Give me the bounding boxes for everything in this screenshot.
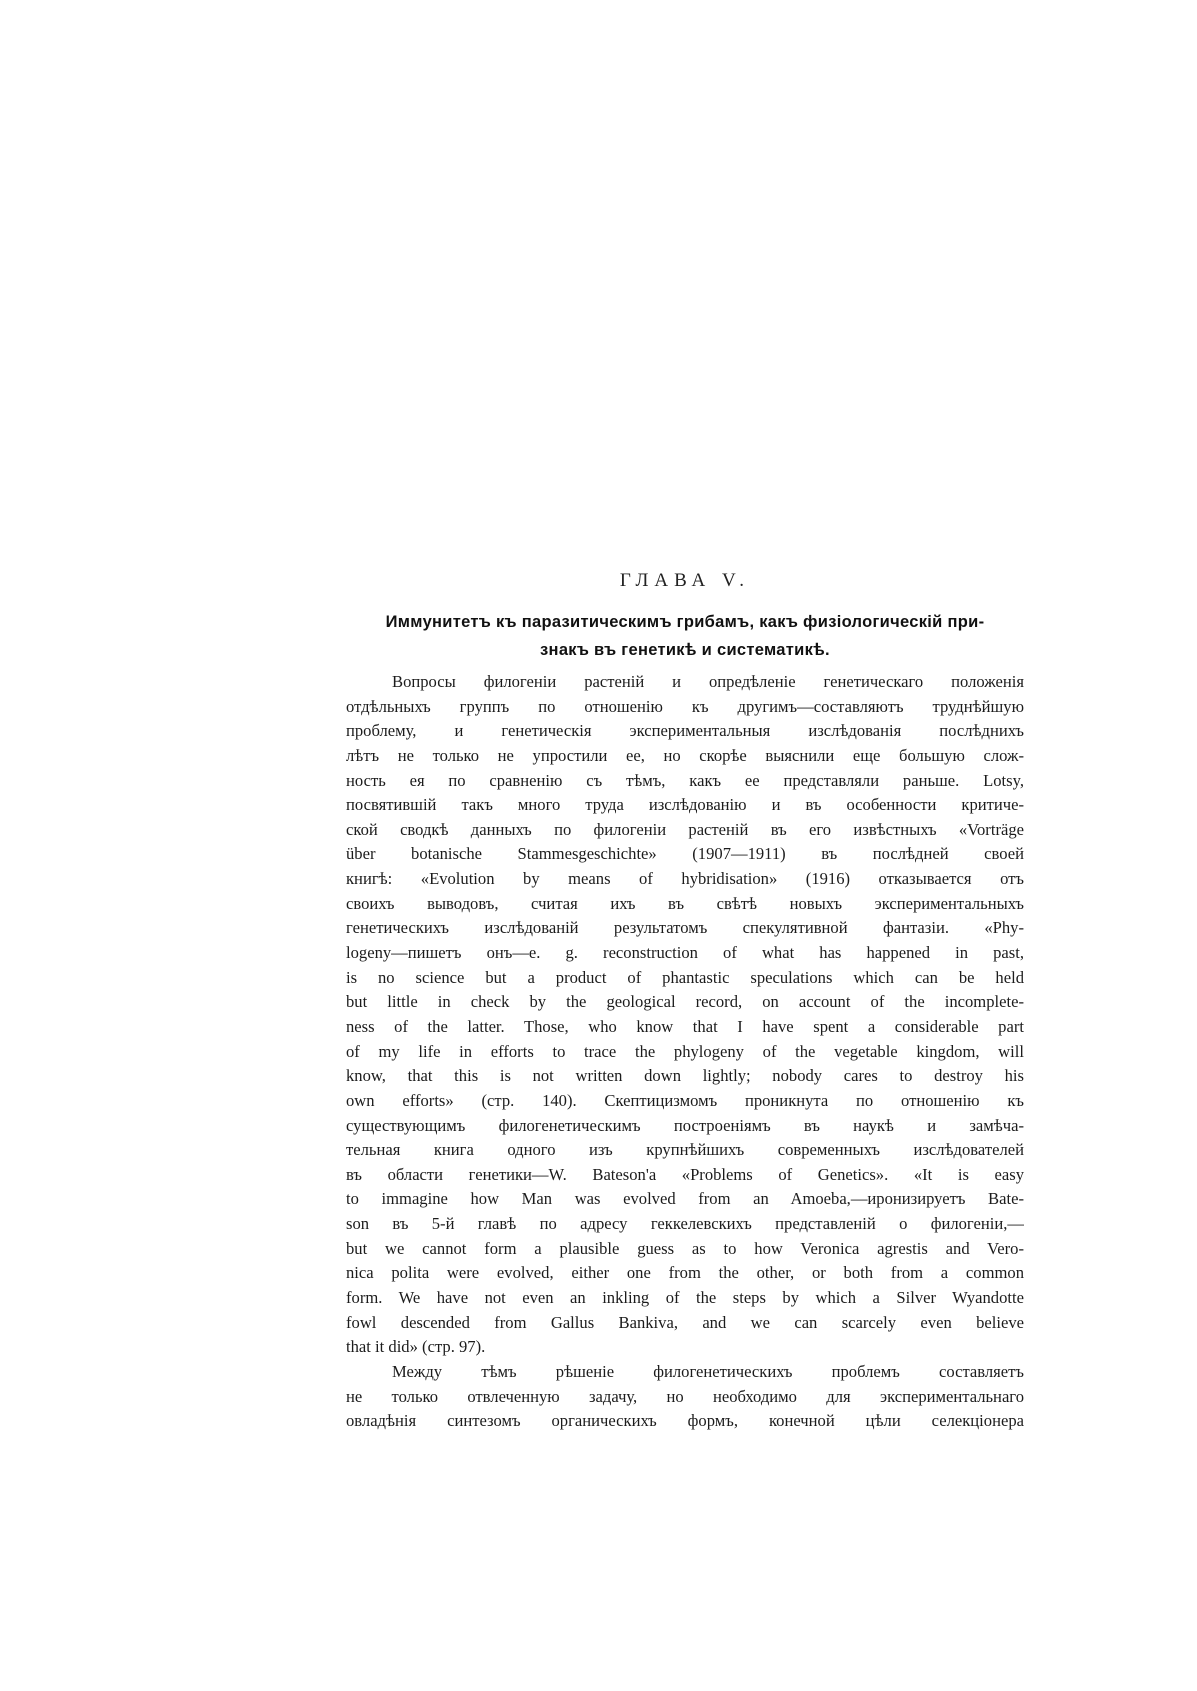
chapter-title-line: знакъ въ генетикѣ и систематикѣ. [540,641,830,659]
text-line: Между тѣмъ рѣшенiе филогенетическихъ проблемъ составляетъ [392,1361,1024,1381]
text-line: посвятившiй такъ много труда изслѣдованiю и въ особенности критиче- [346,795,1024,815]
text-line: fowl descended from Gallus Bankiva, and we can scarcely even believe [346,1312,1024,1332]
text-line: son въ 5-й главѣ по адресу геккелевскихъ представленiй о филогенiи,— [346,1214,1024,1234]
chapter-title [346,608,1024,664]
text-line: Вопросы филогенiи растенiй и опредѣленiе генетическаго положенiя [392,672,1024,691]
text-line: know, that this is not written down lightly; nobody cares to destroy his [346,1066,1024,1086]
text-line: своихъ выводовъ, считая ихъ въ свѣтѣ новыхъ экспериментальныхъ [346,893,1024,913]
text-line: тельная книга одного изъ крупнѣйшихъ современныхъ изслѣдователей [346,1140,1024,1160]
text-line: существующимъ филогенетическимъ построенiямъ въ наукѣ и замѣча- [346,1115,1024,1135]
text-line: генетическихъ изслѣдованiй результатомъ спекулятивной фантазiи. «Phy- [346,918,1024,938]
text-line: but we cannot form a plausible guess as to how Veronica agrestis and Vero- [346,1238,1024,1258]
text-line: книгѣ: «Evolution by means of hybridisation» (1916) отказывается отъ [346,869,1024,889]
text-line: ность ея по сравненiю съ тѣмъ, какъ ее представляли раньше. Lotsy, [346,770,1024,790]
text-line: овладѣнiя синтезомъ органическихъ формъ, конечной цѣли селекцiонера [346,1411,1024,1431]
text-line: form. We have not even an inkling of the steps by which a Silver Wyandotte [346,1288,1024,1308]
chapter-heading: ГЛАВА V. [619,570,751,591]
text-line: не только отвлеченную задачу, но необходимо для экспериментальнаго [346,1386,1024,1406]
text-line: nica polita were evolved, either one from the other, or both from a common [346,1263,1024,1283]
text-line: but little in check by the geological record, on account of the incomplete- [346,992,1024,1012]
text-line: own efforts» (стр. 140). Скептицизмомъ проникнута по отношенiю къ [346,1090,1024,1110]
text-line: ской сводкѣ данныхъ по филогенiи растенiй въ его извѣстныхъ «Vorträge [346,819,1024,839]
text-line: über botanische Stammesgeschichte» (1907—1911) въ послѣдней своей [346,844,1024,864]
text-line: ness of the latter. Those, who know that I have spent a considerable part [346,1016,1024,1036]
text-line: проблему, и генетическiя экспериментальныя изслѣдованiя послѣднихъ [346,721,1024,741]
text-line: of my life in efforts to trace the phylogeny of the vegetable kingdom, will [346,1041,1024,1061]
text-line: отдѣльныхъ группъ по отношенiю къ другимъ—составляютъ труднѣйшую [346,696,1024,716]
text-line: въ области генетики—W. Bateson'a «Problems of Genetics». «It is easy [346,1164,1024,1184]
text-line: is no science but a product of phantastic speculations which can be held [346,967,1024,987]
body-text [346,670,1024,1434]
text-line: logeny—пишетъ онъ—e. g. reconstruction of what has happened in past, [346,943,1024,963]
chapter-title-line: Иммунитетъ къ паразитическимъ грибамъ, какъ физiологическiй при- [385,613,985,631]
text-line: to immagine how Man was evolved from an Amoeba,—иронизируетъ Bate- [346,1189,1024,1209]
text-line: лѣтъ не только не упростили ее, но скорѣе выяснили еще большую слож- [346,745,1024,765]
text-line: that it did» (стр. 97). [346,1337,486,1357]
